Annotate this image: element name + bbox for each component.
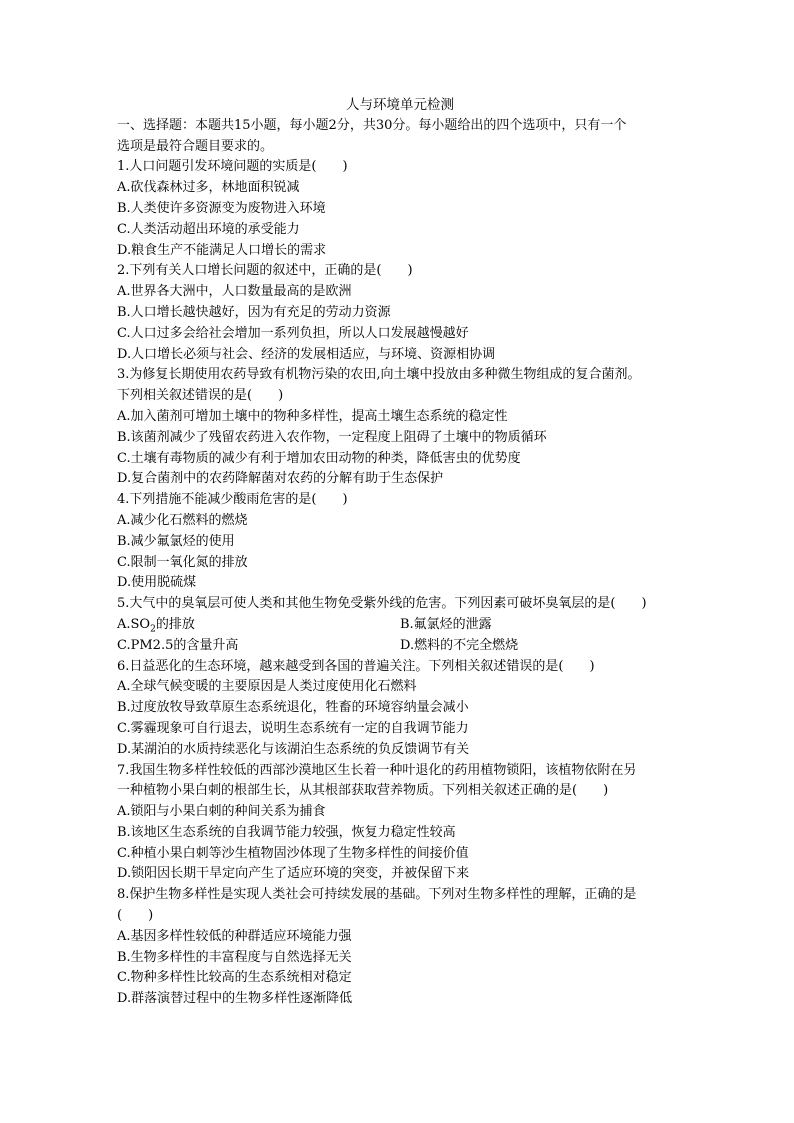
option-b: B.生物多样性的丰富程度与自然选择无关 [117, 949, 352, 965]
option-c: C.种植小果白刺等沙生植物固沙体现了生物多样性的间接价值 [117, 845, 469, 861]
option-a: A.锁阳与小果白刺的种间关系为捕食 [117, 804, 326, 820]
option-d: D.使用脱硫煤 [117, 575, 197, 591]
option-d: D.群落演替过程中的生物多样性逐渐降低 [117, 991, 353, 1007]
option-b: B.氟氯烃的泄露 [400, 616, 492, 632]
question-stem: ( ) [117, 908, 154, 924]
question-8 [117, 885, 683, 1010]
document-title: 人与环境单元检测 [346, 97, 454, 113]
question-stem: 5.大气中的臭氧层可使人类和其他生物免受紫外线的危害。下列因素可破坏臭氧层的是( ) [117, 596, 647, 612]
option-a: A.世界各大洲中，人口数量最高的是欧洲 [117, 284, 352, 300]
question-1 [117, 157, 683, 261]
option-c: C.雾霾现象可自行退去，说明生态系统有一定的自我调节能力 [117, 720, 469, 736]
option-c: C.PM2.5的含量升高 [117, 637, 239, 653]
question-5 [117, 594, 683, 656]
question-7 [117, 761, 683, 886]
option-d: D.复合菌剂中的农药降解菌对农药的分解有助于生态保护 [117, 471, 444, 487]
question-stem: 2.下列有关人口增长问题的叙述中，正确的是( ) [117, 263, 413, 279]
question-stem: 7.我国生物多样性较低的西部沙漠地区生长着一种叶退化的药用植物锁阳，该植物依附在另 [117, 762, 637, 778]
option-d: D.人口增长必须与社会、经济的发展相适应，与环境、资源相协调 [117, 346, 496, 362]
option-row [117, 636, 683, 657]
question-stem: 4.下列措施不能减少酸雨危害的是( ) [117, 492, 348, 508]
option-a: A.减少化石燃料的燃烧 [117, 512, 248, 528]
question-2 [117, 261, 683, 365]
question-stem: 下列相关叙述错误的是( ) [117, 388, 284, 404]
question-stem: 6.日益恶化的生态环境，越来越受到各国的普遍关注。下列相关叙述错误的是( ) [117, 658, 595, 674]
question-stem: 一种植物小果白刺的根部生长，从其根部获取营养物质。下列相关叙述正确的是( ) [117, 783, 609, 799]
option-b: B.该地区生态系统的自我调节能力较强，恢复力稳定性较高 [117, 824, 456, 840]
option-d: D.燃料的不完全燃烧 [400, 637, 519, 653]
question-stem: 3.为修复长期使用农药导致有机物污染的农田,向土壤中投放由多种微生物组成的复合菌剂。 [117, 367, 641, 383]
option-b: B.人口增长越快越好，因为有充足的劳动力资源 [117, 304, 391, 320]
question-stem: 8.保护生物多样性是实现人类社会可持续发展的基础。下列对生物多样性的理解，正确的是 [117, 887, 637, 903]
option-d: D.某湖泊的水质持续恶化与该湖泊生态系统的负反馈调节有关 [117, 741, 470, 757]
question-3 [117, 365, 683, 490]
section-heading-line-1: 一、选择题：本题共15小题，每小题2分，共30分。每小题给出的四个选项中，只有一个 [117, 117, 627, 133]
question-6 [117, 657, 683, 761]
option-b: B.过度放牧导致草原生态系统退化，牲畜的环境容纳量会减小 [117, 700, 469, 716]
option-a: $A.SO_2$的排放 [117, 616, 195, 635]
option-c: C.人口过多会给社会增加一系列负担，所以人口发展越慢越好 [117, 325, 469, 341]
exam-page [117, 95, 683, 1010]
option-c: C.限制一氧化氮的排放 [117, 554, 248, 570]
option-b: B.该菌剂减少了残留农药进入农作物，一定程度上阻碍了土壤中的物质循环 [117, 429, 547, 445]
option-a: A.全球气候变暖的主要原因是人类过度使用化石燃料 [117, 679, 417, 695]
question-stem: 1.人口问题引发环境问题的实质是( ) [117, 159, 348, 175]
option-a: A.加入菌剂可增加土壤中的物种多样性，提高土壤生态系统的稳定性 [117, 408, 508, 424]
option-c: C.土壤有毒物质的减少有利于增加农田动物的种类，降低害虫的优势度 [117, 450, 521, 466]
option-a: A.基因多样性较低的种群适应环境能力强 [117, 928, 352, 944]
option-c: C.人类活动超出环境的承受能力 [117, 221, 300, 237]
option-b: B.人类使许多资源变为废物进入环境 [117, 200, 326, 216]
option-c: C.物种多样性比较高的生态系统相对稳定 [117, 970, 352, 986]
option-b: B.减少氟氯烃的使用 [117, 533, 235, 549]
option-d: D.粮食生产不能满足人口增长的需求 [117, 242, 327, 258]
option-row [117, 615, 683, 636]
option-d: D.锁阳因长期干旱定向产生了适应环境的突变，并被保留下来 [117, 866, 470, 882]
question-4 [117, 490, 683, 594]
option-a: A.砍伐森林过多，林地面积锐减 [117, 180, 300, 196]
section-heading-line-2: 选项是最符合题目要求的。 [117, 138, 274, 154]
